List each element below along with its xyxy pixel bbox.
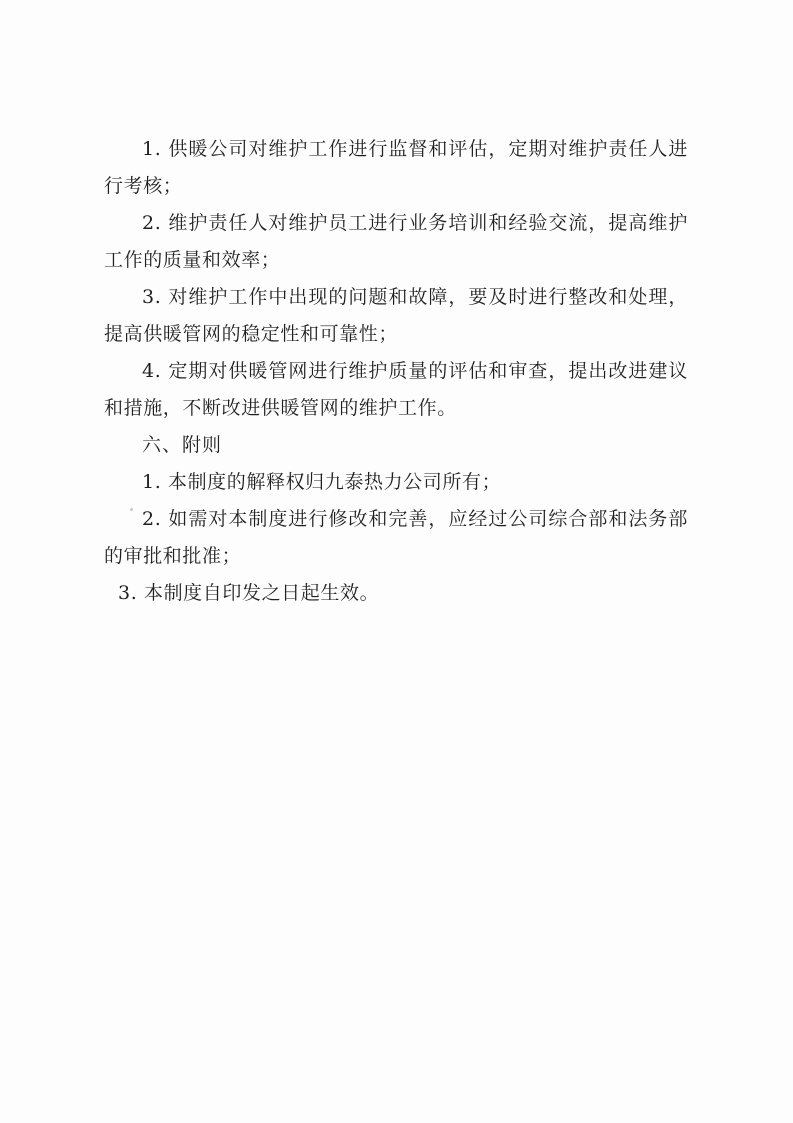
scan-speck <box>130 508 133 511</box>
paragraph-1: 1. 供暖公司对维护工作进行监督和评估，定期对维护责任人进行考核； <box>104 138 688 197</box>
paragraph-3: 3. 对维护工作中出现的问题和故障，要及时进行整改和处理，提高供暖管网的稳定性和可靠性； <box>104 286 688 345</box>
document-body <box>104 131 688 612</box>
section-item-3: 3. 本制度自印发之日起生效。 <box>118 582 380 604</box>
section-item-1: 1. 本制度的解释权归九泰热力公司所有； <box>142 471 502 493</box>
paragraph-4: 4. 定期对供暖管网进行维护质量的评估和审查，提出改进建议和措施，不断改进供暖管网的维护工作。 <box>104 360 688 419</box>
section-item-2: 2. 如需对本制度进行修改和完善，应经过公司综合部和法务部的审批和批准； <box>104 508 688 567</box>
paragraph-2: 2. 维护责任人对维护员工进行业务培训和经验交流，提高维护工作的质量和效率； <box>104 212 688 271</box>
section-heading: 六、附则 <box>142 434 223 456</box>
